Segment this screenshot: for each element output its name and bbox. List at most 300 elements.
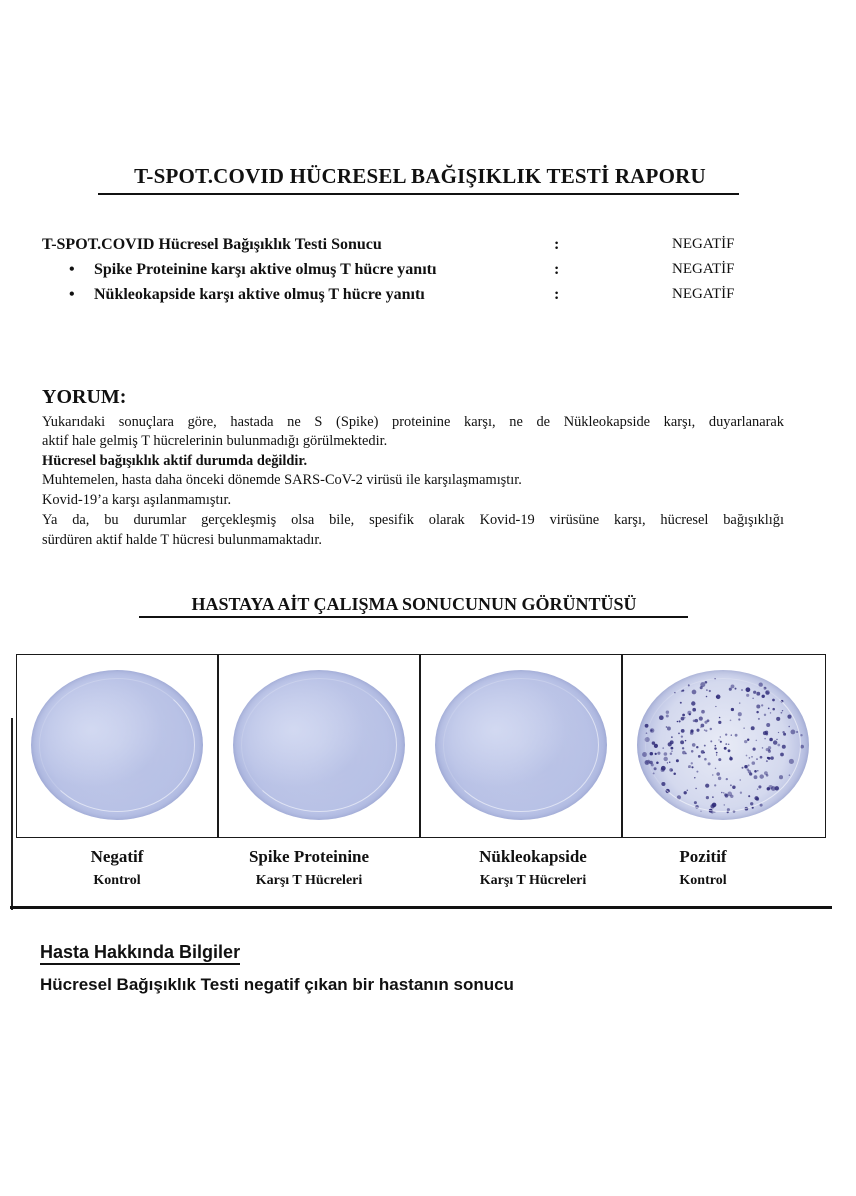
well-panel-spike bbox=[218, 654, 420, 838]
cell-spot bbox=[681, 717, 685, 721]
cell-spot bbox=[701, 750, 705, 754]
cell-spot bbox=[651, 763, 654, 766]
cell-spot bbox=[681, 729, 685, 733]
cell-spot bbox=[716, 752, 718, 754]
cell-spot bbox=[704, 745, 706, 747]
cell-spot bbox=[650, 729, 652, 731]
cell-spot bbox=[661, 768, 665, 772]
cell-spot bbox=[681, 735, 683, 737]
cell-spot bbox=[720, 741, 722, 743]
cell-spot bbox=[719, 717, 721, 719]
cell-spot bbox=[718, 777, 721, 780]
cell-spot bbox=[724, 793, 727, 796]
cell-spot bbox=[700, 727, 701, 728]
cell-spot bbox=[691, 701, 695, 705]
cell-spot bbox=[756, 711, 758, 713]
cell-spot bbox=[790, 729, 795, 734]
cell-spot bbox=[723, 792, 724, 793]
cell-spot bbox=[747, 768, 750, 771]
cell-spot bbox=[727, 808, 730, 811]
cell-spot bbox=[776, 717, 780, 721]
cell-spot bbox=[764, 738, 766, 740]
cell-spot bbox=[777, 744, 780, 747]
bullet-icon: • bbox=[69, 286, 75, 303]
cell-spot bbox=[730, 784, 732, 786]
well-image bbox=[31, 670, 203, 820]
cell-spot bbox=[756, 705, 760, 709]
cell-spot bbox=[749, 772, 752, 775]
cell-spot bbox=[666, 726, 668, 728]
cell-spot bbox=[671, 747, 674, 750]
cell-spot bbox=[666, 789, 670, 793]
cell-spot bbox=[768, 785, 772, 789]
subcaption-positive: Kontrol bbox=[679, 873, 727, 888]
cell-spot bbox=[740, 792, 742, 794]
cell-spot bbox=[724, 804, 726, 806]
cell-spot bbox=[721, 792, 723, 794]
cell-spot bbox=[718, 721, 721, 724]
cell-spot bbox=[706, 696, 708, 698]
image-section-underline bbox=[139, 616, 688, 618]
cell-spot bbox=[772, 699, 775, 702]
cell-spot bbox=[666, 714, 669, 717]
cell-spot bbox=[657, 752, 660, 755]
cell-spot bbox=[645, 724, 649, 728]
yorum-line: Muhtemelen, hasta daha önceki dönemde SARS-CoV-2 virüsü ile karşılaşmamıştır. bbox=[42, 472, 522, 488]
cell-spot bbox=[731, 708, 734, 711]
cell-spot bbox=[766, 774, 769, 777]
cell-spot bbox=[744, 765, 747, 768]
cell-spot bbox=[762, 747, 764, 749]
well-panel-negative-control bbox=[16, 654, 218, 838]
cell-spot bbox=[663, 757, 667, 761]
result-value: NEGATİF bbox=[672, 236, 735, 252]
cell-spot bbox=[696, 746, 698, 748]
cell-spot bbox=[756, 740, 758, 742]
cell-spot bbox=[679, 720, 681, 722]
result-row-overall bbox=[42, 236, 762, 260]
cell-spot bbox=[735, 734, 738, 737]
well-image bbox=[435, 670, 607, 820]
caption-spike: Spike Proteinine bbox=[248, 847, 370, 866]
cell-spot bbox=[668, 742, 672, 746]
cell-spot bbox=[659, 715, 664, 720]
cell-spot bbox=[667, 762, 668, 763]
cell-spot bbox=[753, 691, 756, 694]
cell-spot bbox=[667, 727, 671, 731]
cell-spot bbox=[746, 755, 748, 757]
cell-spot bbox=[698, 755, 701, 758]
cell-spot bbox=[650, 752, 653, 755]
cell-spot bbox=[712, 803, 717, 808]
cell-spot bbox=[720, 741, 722, 743]
cell-spot bbox=[710, 740, 712, 742]
well-image-spotted bbox=[637, 670, 809, 820]
cell-spot bbox=[709, 690, 711, 692]
cell-spot bbox=[764, 771, 768, 775]
result-row-nucleocapsid bbox=[42, 286, 762, 310]
cell-spot bbox=[725, 794, 729, 798]
title-underline bbox=[98, 193, 739, 195]
cell-spot bbox=[678, 733, 680, 735]
cell-spot bbox=[705, 681, 708, 684]
cell-spot bbox=[762, 695, 765, 698]
cell-spot bbox=[714, 747, 716, 749]
cell-spot bbox=[705, 784, 709, 788]
cell-spot bbox=[728, 744, 729, 745]
cell-spot bbox=[726, 778, 728, 780]
subcaption-negative: Kontrol bbox=[93, 873, 141, 888]
cell-spot bbox=[746, 694, 749, 697]
cell-spot bbox=[773, 740, 777, 744]
cell-spot bbox=[757, 788, 759, 790]
cell-spot bbox=[708, 762, 711, 765]
cell-spot bbox=[701, 724, 705, 728]
cell-spot bbox=[680, 740, 684, 744]
cell-spot bbox=[720, 736, 721, 737]
cell-spot bbox=[716, 696, 718, 698]
cell-spot bbox=[756, 797, 759, 800]
cell-spot bbox=[715, 745, 717, 747]
cell-spot bbox=[733, 810, 736, 813]
cell-spot bbox=[756, 758, 758, 760]
yorum-line: Kovid-19’a karşı aşılanmamıştır. bbox=[42, 492, 232, 508]
cell-spot bbox=[673, 773, 676, 776]
cell-spot bbox=[687, 711, 691, 715]
cell-spot bbox=[694, 777, 695, 778]
image-section-title: HASTAYA AİT ÇALIŞMA SONUCUNUN GÖRÜNTÜSÜ bbox=[191, 594, 637, 614]
cell-spot bbox=[749, 757, 751, 759]
cell-spot bbox=[676, 759, 679, 762]
cell-spot bbox=[693, 720, 696, 723]
cell-spot bbox=[671, 769, 673, 771]
cell-spot bbox=[766, 760, 768, 762]
cell-spot bbox=[699, 717, 703, 721]
cell-spot bbox=[760, 804, 763, 807]
cell-spot bbox=[650, 728, 655, 733]
cell-spot bbox=[694, 801, 697, 804]
cell-spot bbox=[767, 757, 769, 759]
cell-spot bbox=[682, 751, 686, 755]
caption-negative: Negatif bbox=[90, 847, 144, 866]
cell-spot bbox=[741, 689, 743, 691]
cell-spot bbox=[766, 748, 769, 751]
cell-spot bbox=[716, 695, 721, 700]
cell-spot bbox=[692, 708, 696, 712]
cell-spot bbox=[705, 730, 707, 732]
cell-spot bbox=[729, 688, 732, 691]
cell-spot bbox=[661, 766, 666, 771]
cell-spot bbox=[758, 785, 761, 788]
cell-spot bbox=[687, 790, 689, 792]
cell-spot bbox=[682, 747, 684, 749]
cell-spot bbox=[680, 702, 682, 704]
cell-spot bbox=[782, 731, 784, 733]
cell-spot bbox=[654, 744, 658, 748]
cell-spot bbox=[666, 710, 669, 713]
cell-spot bbox=[789, 774, 791, 776]
cell-spot bbox=[671, 736, 673, 738]
cell-spot bbox=[730, 756, 731, 757]
cell-spot bbox=[688, 765, 691, 768]
cell-spot bbox=[690, 729, 693, 732]
cell-spot bbox=[754, 770, 757, 773]
cell-spot bbox=[740, 779, 741, 780]
cell-spot bbox=[796, 731, 798, 733]
cell-spot bbox=[715, 768, 717, 770]
yorum-line: Yukarıdaki sonuçlara göre, hastada ne S (Spike) proteinine karşı, ne de Nükleokapside karşı, duyarlanarak bbox=[42, 414, 784, 430]
cell-spot bbox=[768, 746, 771, 749]
cell-spot bbox=[752, 698, 753, 699]
cell-spot bbox=[718, 758, 721, 761]
cell-spot bbox=[674, 692, 676, 694]
cell-spot bbox=[780, 753, 784, 757]
cell-spot bbox=[738, 718, 740, 720]
cell-spot bbox=[691, 762, 693, 764]
yorum-heading: YORUM: bbox=[42, 386, 127, 408]
cell-spot bbox=[646, 760, 650, 764]
cell-spot bbox=[748, 795, 750, 797]
cell-spot bbox=[655, 753, 657, 755]
cell-spot bbox=[750, 802, 753, 805]
cell-spot bbox=[752, 807, 754, 809]
cell-spot bbox=[769, 738, 773, 742]
well-panel-positive-control bbox=[622, 654, 826, 838]
well-image bbox=[233, 670, 405, 820]
patient-info-text: Hücresel Bağışıklık Testi negatif çıkan bir hastanın sonucu bbox=[40, 975, 514, 994]
cell-spot bbox=[688, 684, 690, 686]
subcaption-nucleocapsid: Karşı T Hücreleri bbox=[479, 873, 587, 888]
cell-spot bbox=[731, 734, 732, 735]
cell-spot bbox=[747, 739, 749, 741]
cell-spot bbox=[768, 708, 770, 710]
cell-spot bbox=[775, 786, 779, 790]
cell-spot bbox=[642, 752, 647, 757]
cell-spot bbox=[765, 731, 768, 734]
cell-spot bbox=[751, 726, 755, 730]
cell-spot bbox=[685, 740, 687, 742]
cell-spot bbox=[759, 774, 763, 778]
well-panel-nucleocapsid bbox=[420, 654, 622, 838]
cell-spot bbox=[738, 712, 742, 716]
cell-spot bbox=[695, 719, 699, 723]
result-row-spike bbox=[42, 261, 762, 285]
cell-spot bbox=[742, 767, 744, 769]
cell-spot bbox=[782, 710, 783, 711]
cell-spot bbox=[727, 792, 732, 797]
cell-spot bbox=[757, 770, 759, 772]
cell-spot bbox=[688, 767, 689, 768]
cell-spot bbox=[751, 756, 752, 757]
cell-spot bbox=[770, 712, 772, 714]
cell-spot bbox=[646, 732, 648, 734]
cell-spot bbox=[756, 692, 760, 696]
cell-spot bbox=[735, 688, 737, 690]
patient-info-heading: Hasta Hakkında Bilgiler bbox=[40, 941, 240, 965]
cell-spot bbox=[710, 804, 714, 808]
cell-spot bbox=[800, 745, 804, 749]
spots-layer bbox=[637, 670, 809, 820]
cell-spot bbox=[716, 772, 720, 776]
cell-spot bbox=[704, 721, 707, 724]
result-colon: : bbox=[554, 261, 560, 278]
cell-spot bbox=[745, 807, 749, 811]
cell-spot bbox=[712, 796, 714, 798]
cell-spot bbox=[682, 714, 685, 717]
cell-spot bbox=[758, 718, 760, 720]
report-title: T-SPOT.COVID HÜCRESEL BAĞIŞIKLIK TESTİ RAPORU bbox=[134, 164, 706, 188]
cell-spot bbox=[704, 729, 705, 730]
cell-spot bbox=[781, 700, 784, 703]
yorum-line: aktif hale gelmiş T hücrelerinin bulunmadığı görülmektedir. bbox=[42, 433, 388, 449]
cell-spot bbox=[684, 791, 687, 794]
cell-spot bbox=[669, 768, 673, 772]
cell-spot bbox=[754, 796, 758, 800]
cell-spot bbox=[770, 756, 773, 759]
cell-spot bbox=[670, 740, 674, 744]
cell-spot bbox=[767, 787, 770, 790]
cell-spot bbox=[765, 690, 769, 694]
caption-nucleocapsid: Nükleokapside bbox=[479, 847, 587, 866]
result-value: NEGATİF bbox=[672, 261, 735, 277]
bullet-icon: • bbox=[69, 261, 75, 278]
cell-spot bbox=[768, 750, 771, 753]
cell-spot bbox=[653, 772, 655, 774]
cell-spot bbox=[731, 684, 735, 688]
cell-spot bbox=[779, 775, 783, 779]
result-value: NEGATİF bbox=[672, 286, 735, 302]
cell-spot bbox=[645, 760, 650, 765]
cell-spot bbox=[739, 702, 740, 703]
cell-spot bbox=[782, 745, 786, 749]
cell-spot bbox=[724, 747, 727, 750]
cell-spot bbox=[800, 734, 802, 736]
cell-spot bbox=[656, 762, 659, 765]
cell-spot bbox=[789, 759, 794, 764]
cell-spot bbox=[704, 758, 707, 761]
cell-spot bbox=[707, 719, 710, 722]
cell-spot bbox=[662, 747, 664, 749]
cell-spot bbox=[788, 726, 790, 728]
cell-spot bbox=[684, 717, 685, 718]
cell-spot bbox=[711, 810, 714, 813]
cell-spot bbox=[706, 689, 707, 690]
cell-spot bbox=[671, 750, 672, 751]
cell-spot bbox=[700, 686, 703, 689]
cell-spot bbox=[725, 743, 727, 745]
cell-spot bbox=[716, 754, 717, 755]
cell-spot bbox=[677, 721, 679, 723]
cell-spot bbox=[766, 733, 769, 736]
cell-spot bbox=[728, 749, 731, 752]
cell-spot bbox=[696, 771, 698, 773]
cell-spot bbox=[654, 767, 657, 770]
cell-spot bbox=[783, 733, 786, 736]
result-label: T-SPOT.COVID Hücresel Bağışıklık Testi Sonucu bbox=[42, 236, 382, 253]
cell-spot bbox=[759, 683, 763, 687]
cell-spot bbox=[771, 786, 776, 791]
cell-spot bbox=[744, 740, 747, 743]
subcaption-spike: Karşı T Hücreleri bbox=[255, 873, 363, 888]
result-label: Spike Proteinine karşı aktive olmuş T hücre yanıtı bbox=[94, 261, 437, 278]
cell-spot bbox=[748, 764, 750, 766]
cell-spot bbox=[778, 732, 779, 733]
cell-spot bbox=[764, 714, 766, 716]
cell-spot bbox=[690, 731, 694, 735]
result-label: Nükleokapside karşı aktive olmuş T hücre yanıtı bbox=[94, 286, 425, 303]
cell-spot bbox=[701, 710, 705, 714]
cell-spot bbox=[706, 796, 709, 799]
cell-spot bbox=[661, 782, 665, 786]
cell-spot bbox=[652, 741, 655, 744]
cell-spot bbox=[714, 784, 716, 786]
yorum-line: sürdüren aktif halde T hücresi bulunmamaktadır. bbox=[42, 532, 323, 548]
cell-spot bbox=[781, 712, 783, 714]
cell-spot bbox=[695, 788, 696, 789]
cell-spot bbox=[776, 739, 777, 740]
cell-spot bbox=[696, 729, 699, 732]
cell-spot bbox=[682, 690, 684, 692]
cell-spot bbox=[712, 774, 713, 775]
cell-spot bbox=[761, 704, 763, 706]
cell-spot bbox=[760, 756, 763, 759]
yorum-line-emphasis: Hücresel bağışıklık aktif durumda değildir. bbox=[42, 453, 308, 469]
section-divider bbox=[10, 906, 832, 909]
cell-spot bbox=[714, 678, 715, 679]
cell-spot bbox=[753, 748, 756, 751]
result-colon: : bbox=[554, 286, 560, 303]
cell-spot bbox=[645, 737, 650, 742]
cell-spot bbox=[730, 795, 733, 798]
cell-spot bbox=[715, 706, 716, 707]
cell-spot bbox=[692, 743, 696, 747]
cell-spot bbox=[763, 731, 767, 735]
cell-spot bbox=[748, 770, 751, 773]
cell-spot bbox=[764, 687, 767, 690]
cell-spot bbox=[787, 715, 791, 719]
cell-spot bbox=[670, 753, 672, 755]
caption-positive: Pozitif bbox=[679, 847, 727, 866]
cell-spot bbox=[746, 687, 751, 692]
cell-spot bbox=[649, 761, 653, 765]
cell-spot bbox=[695, 805, 699, 809]
cell-spot bbox=[743, 727, 745, 729]
cell-spot bbox=[714, 811, 715, 812]
cell-spot bbox=[685, 752, 687, 754]
cell-spot bbox=[768, 757, 771, 760]
cell-spot bbox=[727, 811, 729, 813]
cell-spot bbox=[700, 682, 705, 687]
cell-spot bbox=[752, 761, 756, 765]
cell-spot bbox=[732, 786, 735, 789]
cell-spot bbox=[689, 713, 691, 715]
cell-spot bbox=[691, 750, 694, 753]
left-border-line bbox=[11, 718, 13, 910]
cell-spot bbox=[664, 752, 668, 756]
cell-spot bbox=[710, 728, 712, 730]
cell-spot bbox=[703, 752, 704, 753]
result-colon: : bbox=[554, 236, 560, 253]
cell-spot bbox=[730, 719, 732, 721]
cell-spot bbox=[768, 749, 770, 751]
cell-spot bbox=[692, 690, 697, 695]
cell-spot bbox=[772, 708, 775, 711]
yorum-line: Ya da, bu durumlar gerçekleşmiş olsa bile, spesifik olarak Kovid-19 virüsüne karşı, hücresel bağışıklığı bbox=[42, 512, 784, 528]
cell-spot bbox=[725, 733, 727, 735]
cell-spot bbox=[718, 739, 719, 740]
cell-spot bbox=[766, 723, 770, 727]
cell-spot bbox=[691, 766, 693, 768]
